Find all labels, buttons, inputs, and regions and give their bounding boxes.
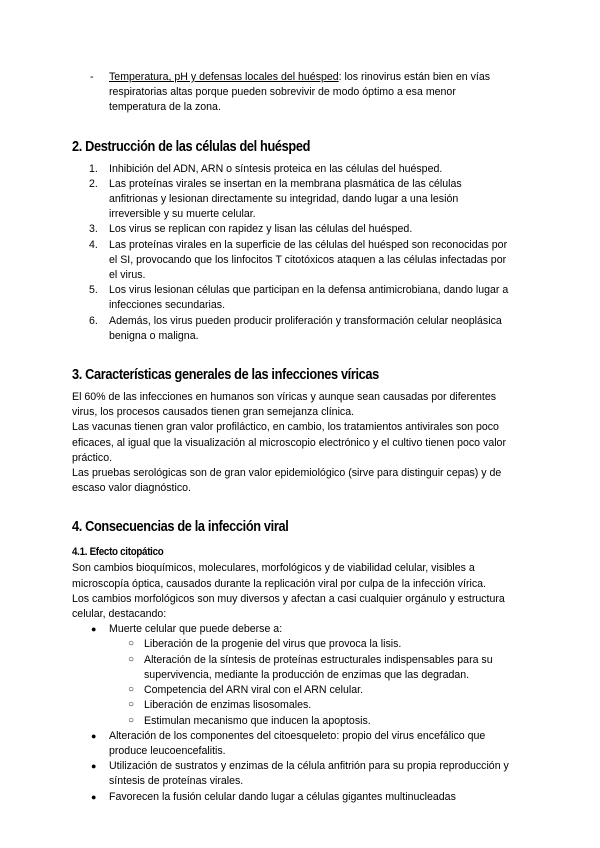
list-item-text: Además, los virus pueden producir proliferación y transformación celular neoplásica benigna o maligna. bbox=[109, 314, 502, 342]
bullet-marker: ● bbox=[91, 761, 97, 772]
circle-marker: ○ bbox=[128, 638, 135, 650]
list-item-text: Inhibición del ADN, ARN o síntesis proteica en las células del huésped. bbox=[109, 162, 443, 175]
bullet-item-text: Utilización de sustratos y enzimas de la célula anfitrión para su propia reproducción y síntesis de proteínas virales. bbox=[109, 760, 509, 788]
list-item bbox=[72, 238, 512, 284]
subsection-paragraph: Los cambios morfológicos son muy diversos y afectan a casi cualquier orgánulo y estructura celular, destacando: bbox=[72, 592, 505, 621]
sub-bullet-item bbox=[72, 683, 512, 698]
list-item bbox=[72, 314, 512, 344]
dash-marker: - bbox=[90, 71, 94, 83]
sub-bullet-item bbox=[72, 637, 512, 652]
bullet-marker: ● bbox=[91, 730, 97, 741]
section-2-heading: 2. Destrucción de las células del huésped bbox=[72, 138, 311, 155]
sub-bullet-item bbox=[72, 698, 512, 713]
section-3-paragraph: Las vacunas tienen gran valor profiláctico, en cambio, los tratamientos antivirales son poco eficaces, al igual que la visualización al microscopio electrónico y el cultivo tienen poco valor práctico. bbox=[72, 421, 506, 464]
list-item-text: Las proteínas virales en la superficie de las células del huésped son reconocidas por el SI, provocando que los linfocitos T citotóxicos ataquen a las células infectadas por el virus. bbox=[109, 238, 508, 282]
circle-marker: ○ bbox=[128, 714, 135, 726]
list-item bbox=[72, 177, 512, 223]
list-item-text: Los virus se replican con rapidez y lisan las células del huésped. bbox=[109, 223, 413, 236]
section-2-list bbox=[72, 162, 512, 344]
list-item bbox=[72, 283, 512, 313]
section-3-paragraph: El 60% de las infecciones en humanos son víricas y aunque sean causadas por diferentes virus, los procesos causados tienen gran semejanza clínica. bbox=[72, 391, 497, 419]
list-number: 1. bbox=[89, 162, 98, 175]
list-item bbox=[72, 162, 512, 177]
sub-bullet-text: Competencia del ARN viral con el ARN celular. bbox=[144, 684, 364, 697]
sub-bullet-item bbox=[72, 653, 512, 683]
intro-item-label: Temperatura, pH y defensas locales del huésped bbox=[109, 71, 339, 83]
sub-bullet-item bbox=[72, 714, 512, 729]
intro-list-item bbox=[72, 70, 512, 116]
list-item bbox=[72, 222, 512, 237]
list-number: 2. bbox=[89, 177, 98, 190]
sub-bullet-text: Liberación de enzimas lisosomales. bbox=[144, 699, 312, 712]
circle-marker: ○ bbox=[128, 699, 135, 711]
bullet-item-text: Favorecen la fusión celular dando lugar a células gigantes multinucleadas bbox=[109, 790, 456, 803]
bullet-item bbox=[72, 729, 512, 759]
circle-marker: ○ bbox=[128, 653, 135, 665]
circle-marker: ○ bbox=[128, 684, 135, 696]
sub-bullet-text: Alteración de la síntesis de proteínas estructurales indispensables para su supervivencia, mediante la producción de enzimas que las degradan. bbox=[144, 653, 493, 681]
section-4-heading: 4. Consecuencias de la infección viral bbox=[72, 519, 289, 536]
bullet-marker: ● bbox=[91, 791, 97, 802]
section-3-heading: 3. Características generales de las infecciones víricas bbox=[72, 367, 379, 384]
list-number: 4. bbox=[89, 238, 98, 251]
bullet-item-text: Alteración de los componentes del citoesqueleto: propio del virus encefálico que produce leucoencefalitis. bbox=[109, 729, 486, 757]
bullet-item bbox=[72, 622, 512, 728]
list-number: 6. bbox=[89, 314, 98, 327]
subsection-paragraph: Son cambios bioquímicos, moleculares, morfológicos y de viabilidad celular, visibles a microscopía óptica, causados durante la replicación viral por culpa de la infección vírica. bbox=[72, 562, 486, 590]
sub-bullet-text: Estimulan mecanismo que inducen la apoptosis. bbox=[144, 714, 371, 727]
sub-bullet-text: Liberación de la progenie del virus que provoca la lisis. bbox=[144, 638, 402, 651]
list-number: 3. bbox=[89, 223, 98, 236]
cell-death-sublist bbox=[72, 637, 512, 728]
subsection-4-1-heading: 4.1. Efecto citopático bbox=[72, 546, 164, 559]
bullet-item bbox=[72, 759, 512, 789]
bullet-item-text: Muerte celular que puede deberse a: bbox=[109, 623, 283, 636]
section-3-paragraph: Las pruebas serológicas son de gran valor epidemiológico (sirve para distinguir cepas) y de escaso valor diagnóstico. bbox=[72, 467, 502, 495]
intro-item-text: : los rinovirus están bien en vías respiratorias altas porque pueden sobrevivir de modo óptimo a esa menor temperatura de la zona. bbox=[109, 71, 491, 114]
bullet-marker: ● bbox=[91, 624, 97, 635]
list-number: 5. bbox=[89, 284, 98, 297]
list-item-text: Los virus lesionan células que participan en la defensa antimicrobiana, dando lugar a infecciones secundarias. bbox=[109, 284, 509, 312]
list-item-text: Las proteínas virales se insertan en la membrana plasmática de las células anfitrionas y lesionan directamente su integridad, dando lugar a una lesión irreversible y su muerte celular. bbox=[109, 177, 462, 221]
bullet-item bbox=[72, 790, 512, 805]
effects-bullet-list bbox=[72, 622, 512, 804]
